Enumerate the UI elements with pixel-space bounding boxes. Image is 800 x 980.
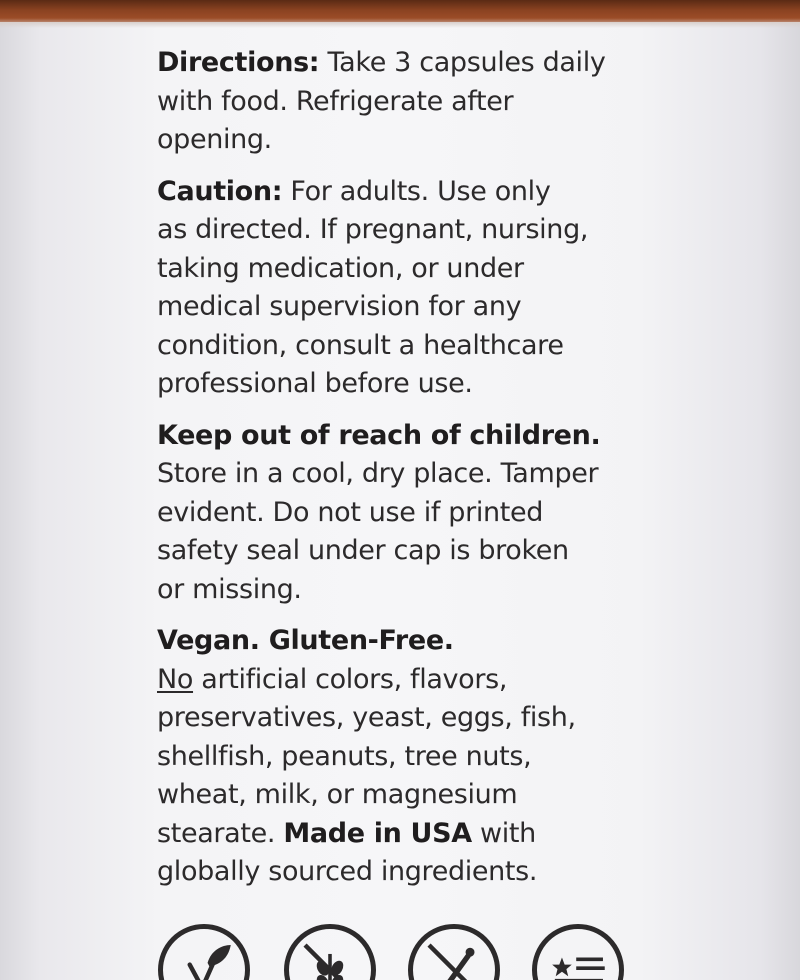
diet-section [157, 622, 677, 892]
no-artificial-icon [408, 924, 500, 980]
diet-heading: Vegan. Gluten-Free. [157, 625, 454, 656]
diet-no-word: No [157, 663, 194, 695]
storage-line-4: or missing. [157, 573, 302, 605]
certification-icons [150, 924, 670, 980]
diet-line-3: shellfish, peanuts, tree nuts, [157, 740, 532, 772]
caution-section [157, 173, 677, 404]
caution-line-5: condition, consult a healthcare [157, 329, 564, 361]
diet-line-1: artificial colors, flavors, [193, 663, 508, 695]
caution-line-1: For adults. Use only [290, 175, 551, 207]
storage-heading: Keep out of reach of children. [157, 419, 601, 451]
label-edge-shadow [0, 22, 800, 28]
storage-section [157, 417, 677, 610]
directions-line-1: Take 3 capsules daily [327, 47, 606, 78]
diet-line-2: preservatives, yeast, eggs, fish, [157, 702, 576, 733]
usa-flag-icon [532, 924, 624, 980]
storage-line-1: Store in a cool, dry place. Tamper [157, 458, 599, 489]
bottle-cap-band [0, 0, 800, 22]
directions-line-3: opening. [157, 124, 272, 155]
vegan-leaf-icon [158, 924, 250, 980]
made-in-usa: Made in USA [283, 817, 472, 849]
diet-line-5-start: stearate. [157, 817, 284, 849]
storage-line-3: safety seal under cap is broken [157, 535, 569, 566]
diet-line-4: wheat, milk, or magnesium [157, 779, 518, 810]
directions-line-2: with food. Refrigerate after [157, 85, 514, 117]
caution-line-4: medical supervision for any [157, 291, 522, 322]
caution-line-2: as directed. If pregnant, nursing, [157, 214, 589, 245]
storage-line-2: evident. Do not use if printed [157, 496, 544, 528]
diet-line-5-end: with [471, 817, 536, 849]
directions-heading: Directions: [157, 47, 320, 78]
label-text [157, 44, 677, 905]
directions-section [157, 44, 677, 160]
caution-line-6: professional before use. [157, 368, 473, 399]
caution-heading: Caution: [157, 175, 283, 207]
diet-line-6: globally sourced ingredients. [157, 856, 538, 887]
caution-line-3: taking medication, or under [157, 252, 524, 284]
gluten-free-wheat-icon [284, 924, 376, 980]
